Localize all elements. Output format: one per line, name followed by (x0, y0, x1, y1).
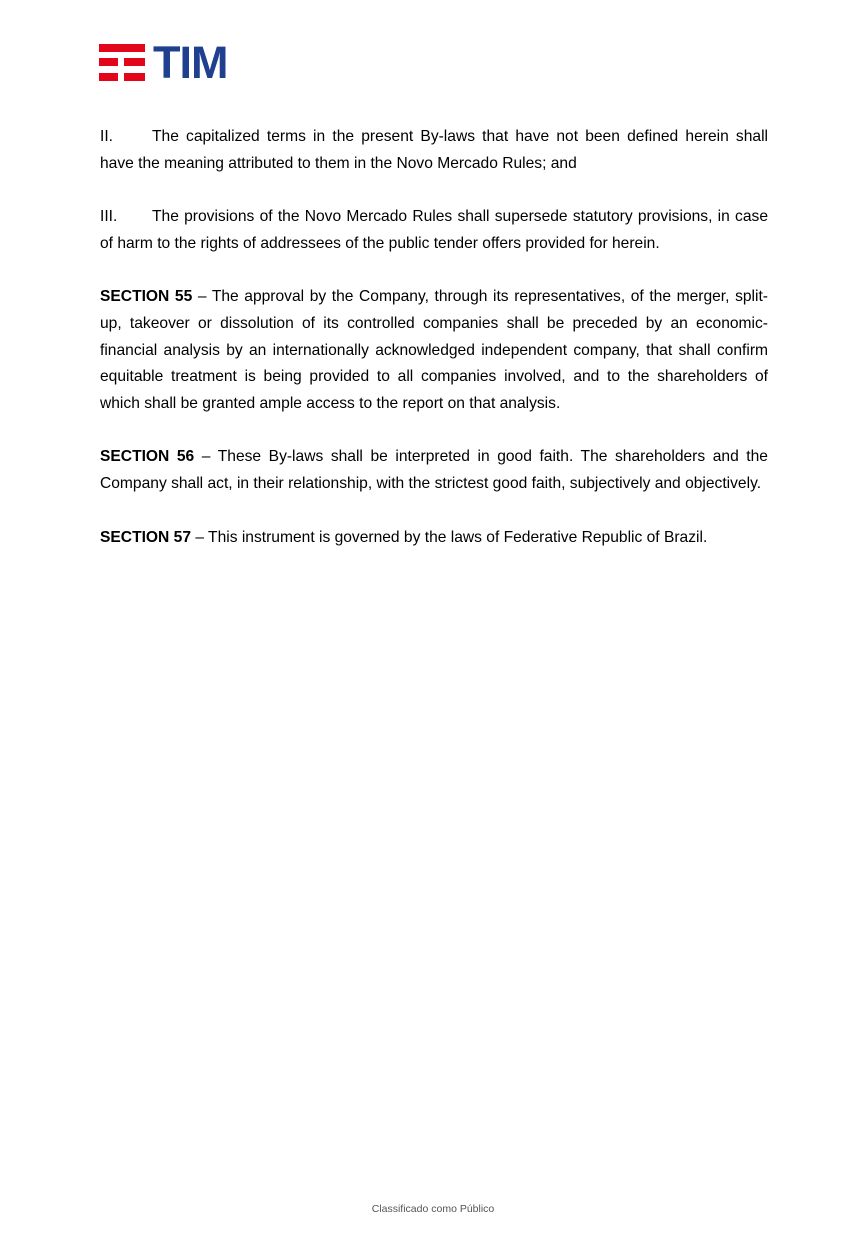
list-item-iii (100, 204, 768, 257)
section-heading: SECTION 56 (100, 448, 195, 466)
section-heading: SECTION 57 (100, 528, 191, 546)
list-item-ii (100, 124, 768, 177)
section-55 (100, 284, 768, 417)
item-text: The capitalized terms in the present By-laws that have not been defined herein shall have the meaning attributed to them in the Novo Mercado Rules; and (100, 128, 768, 172)
item-number: II. (100, 128, 113, 145)
section-56 (100, 444, 768, 497)
section-57 (100, 525, 768, 552)
tim-stripes-icon (99, 44, 145, 84)
section-text: – The approval by the Company, through its representatives, of the merger, split-up, takeover or dissolution of its controlled companies shall be preceded by an economic-financial analysis by an internationally acknowledged independent company, that shall confirm equitable treatment is being provided to all companies involved, and to the shareholders of which shall be granted ample access to the report on that analysis. (100, 288, 768, 412)
item-number: III. (100, 208, 118, 226)
tim-logo (99, 37, 241, 88)
item-text: The provisions of the Novo Mercado Rules shall supersede statutory provisions, in case of harm to the rights of addressees of the public tender offers provided for herein. (100, 208, 768, 252)
section-heading: SECTION 55 (100, 288, 193, 306)
document-body (100, 124, 768, 551)
classification-footer: Classificado como Público (371, 1203, 495, 1215)
section-text: – This instrument is governed by the laws of Federative Republic of Brazil. (191, 528, 708, 546)
section-text: – These By-laws shall be interpreted in good faith. The shareholders and the Company shall act, in their relationship, with the strictest good faith, subjectively and objectively. (100, 448, 768, 492)
logo-wordmark: TIM (153, 37, 228, 88)
